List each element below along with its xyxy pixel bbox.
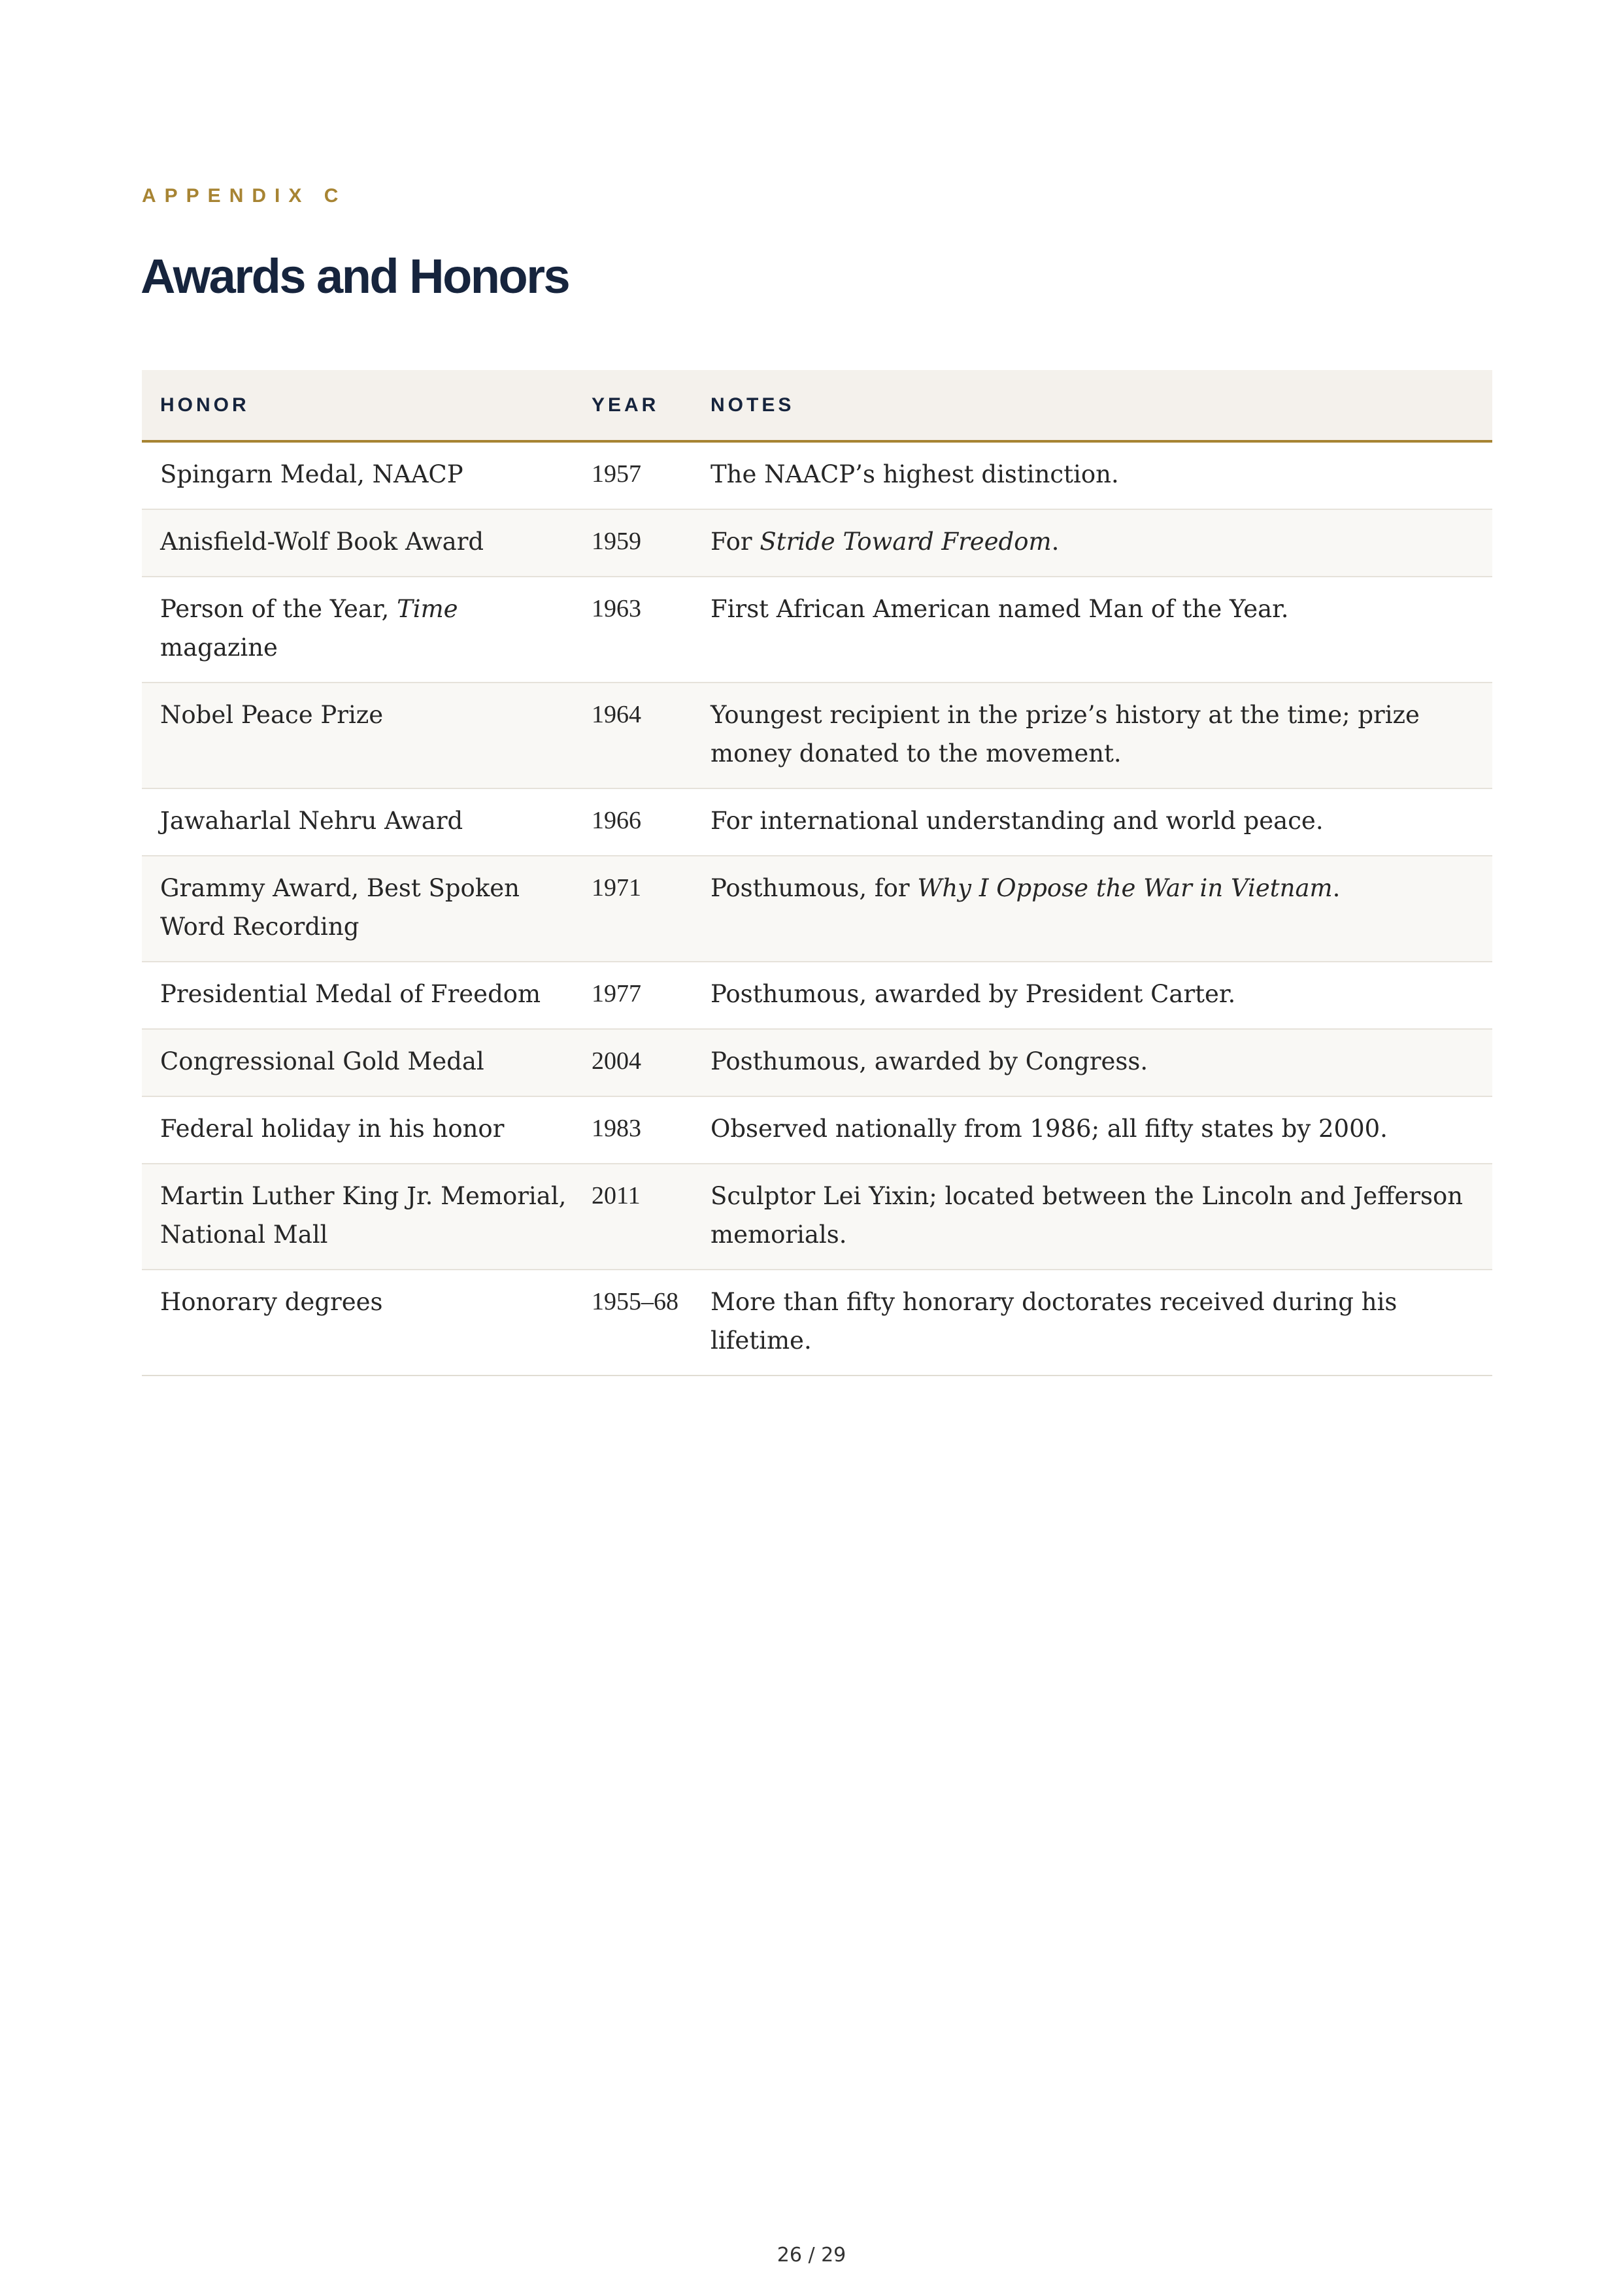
notes-cell [711, 683, 1492, 788]
table-row [142, 1096, 1492, 1164]
year-cell: 2011 [592, 1164, 711, 1270]
honor-text: Martin Luther King Jr. Memorial, National Mall [160, 1182, 567, 1249]
notes-cell [711, 509, 1492, 577]
table-row [142, 577, 1492, 683]
honor-text: Jawaharlal Nehru Award [160, 807, 463, 835]
year-cell: 1959 [592, 509, 711, 577]
honor-cell [142, 856, 592, 962]
table-header [142, 370, 1492, 441]
table-header-row [142, 370, 1492, 441]
table-row [142, 962, 1492, 1029]
column-header-year: YEAR [592, 370, 711, 441]
year-cell: 1955–68 [592, 1270, 711, 1376]
table-row [142, 1029, 1492, 1096]
page-number: 26 / 29 [777, 2244, 846, 2267]
awards-table [142, 370, 1492, 1376]
honor-text: Grammy Award, Best Spoken Word Recording [160, 874, 520, 941]
year-cell: 1983 [592, 1096, 711, 1164]
honor-text: Presidential Medal of Freedom [160, 980, 541, 1008]
notes-cell [711, 788, 1492, 856]
year-cell: 1957 [592, 441, 711, 509]
honor-text: Honorary degrees [160, 1288, 383, 1316]
honor-text: Person of the Year, [160, 595, 397, 623]
notes-cell [711, 1096, 1492, 1164]
notes-italic-text: Why I Oppose the War in Vietnam [917, 874, 1333, 902]
notes-italic-text: Stride Toward Freedom [760, 528, 1052, 556]
honor-text: Federal holiday in his honor [160, 1115, 505, 1143]
notes-cell [711, 441, 1492, 509]
honor-cell [142, 577, 592, 683]
year-cell: 2004 [592, 1029, 711, 1096]
notes-cell [711, 577, 1492, 683]
honor-cell [142, 1029, 592, 1096]
table-row [142, 1270, 1492, 1376]
year-cell: 1966 [592, 788, 711, 856]
honor-italic-text: Time [397, 595, 458, 623]
notes-text: The NAACP’s highest distinction. [711, 460, 1119, 488]
table-body [142, 441, 1492, 1376]
notes-cell [711, 856, 1492, 962]
notes-cell [711, 962, 1492, 1029]
table-row [142, 509, 1492, 577]
notes-text: First African American named Man of the Year. [711, 595, 1289, 623]
honor-cell [142, 509, 592, 577]
honor-cell [142, 1096, 592, 1164]
honor-text: magazine [160, 633, 278, 662]
year-cell: 1964 [592, 683, 711, 788]
year-cell: 1977 [592, 962, 711, 1029]
honor-cell [142, 1270, 592, 1376]
honor-text: Anisfield-Wolf Book Award [160, 528, 484, 556]
honor-cell [142, 788, 592, 856]
column-header-honor: HONOR [142, 370, 592, 441]
honor-cell [142, 441, 592, 509]
table-row [142, 441, 1492, 509]
honor-text: Nobel Peace Prize [160, 701, 384, 729]
notes-cell [711, 1270, 1492, 1376]
column-header-notes: NOTES [711, 370, 1492, 441]
honor-cell [142, 1164, 592, 1270]
notes-text: . [1051, 528, 1060, 556]
notes-cell [711, 1029, 1492, 1096]
notes-text: For [711, 528, 760, 556]
honor-cell [142, 683, 592, 788]
table-row [142, 788, 1492, 856]
notes-text: More than fifty honorary doctorates received during his lifetime. [711, 1288, 1397, 1355]
notes-text: Posthumous, for [711, 874, 918, 902]
year-cell: 1971 [592, 856, 711, 962]
year-cell: 1963 [592, 577, 711, 683]
page-title: Awards and Honors [141, 249, 569, 303]
notes-cell [711, 1164, 1492, 1270]
notes-text: Sculptor Lei Yixin; located between the Lincoln and Jefferson memorials. [711, 1182, 1464, 1249]
notes-text: Posthumous, awarded by Congress. [711, 1047, 1148, 1075]
honor-cell [142, 962, 592, 1029]
notes-text: Posthumous, awarded by President Carter. [711, 980, 1236, 1008]
honor-text: Congressional Gold Medal [160, 1047, 484, 1075]
table-row [142, 856, 1492, 962]
honor-text: Spingarn Medal, NAACP [160, 460, 463, 488]
notes-text: Observed nationally from 1986; all fifty states by 2000. [711, 1115, 1388, 1143]
notes-text: For international understanding and world peace. [711, 807, 1324, 835]
notes-text: . [1332, 874, 1341, 902]
notes-text: Youngest recipient in the prize’s history at the time; prize money donated to the movement. [711, 701, 1420, 768]
appendix-label: APPENDIX C [142, 185, 347, 207]
table-row [142, 1164, 1492, 1270]
table-row [142, 683, 1492, 788]
